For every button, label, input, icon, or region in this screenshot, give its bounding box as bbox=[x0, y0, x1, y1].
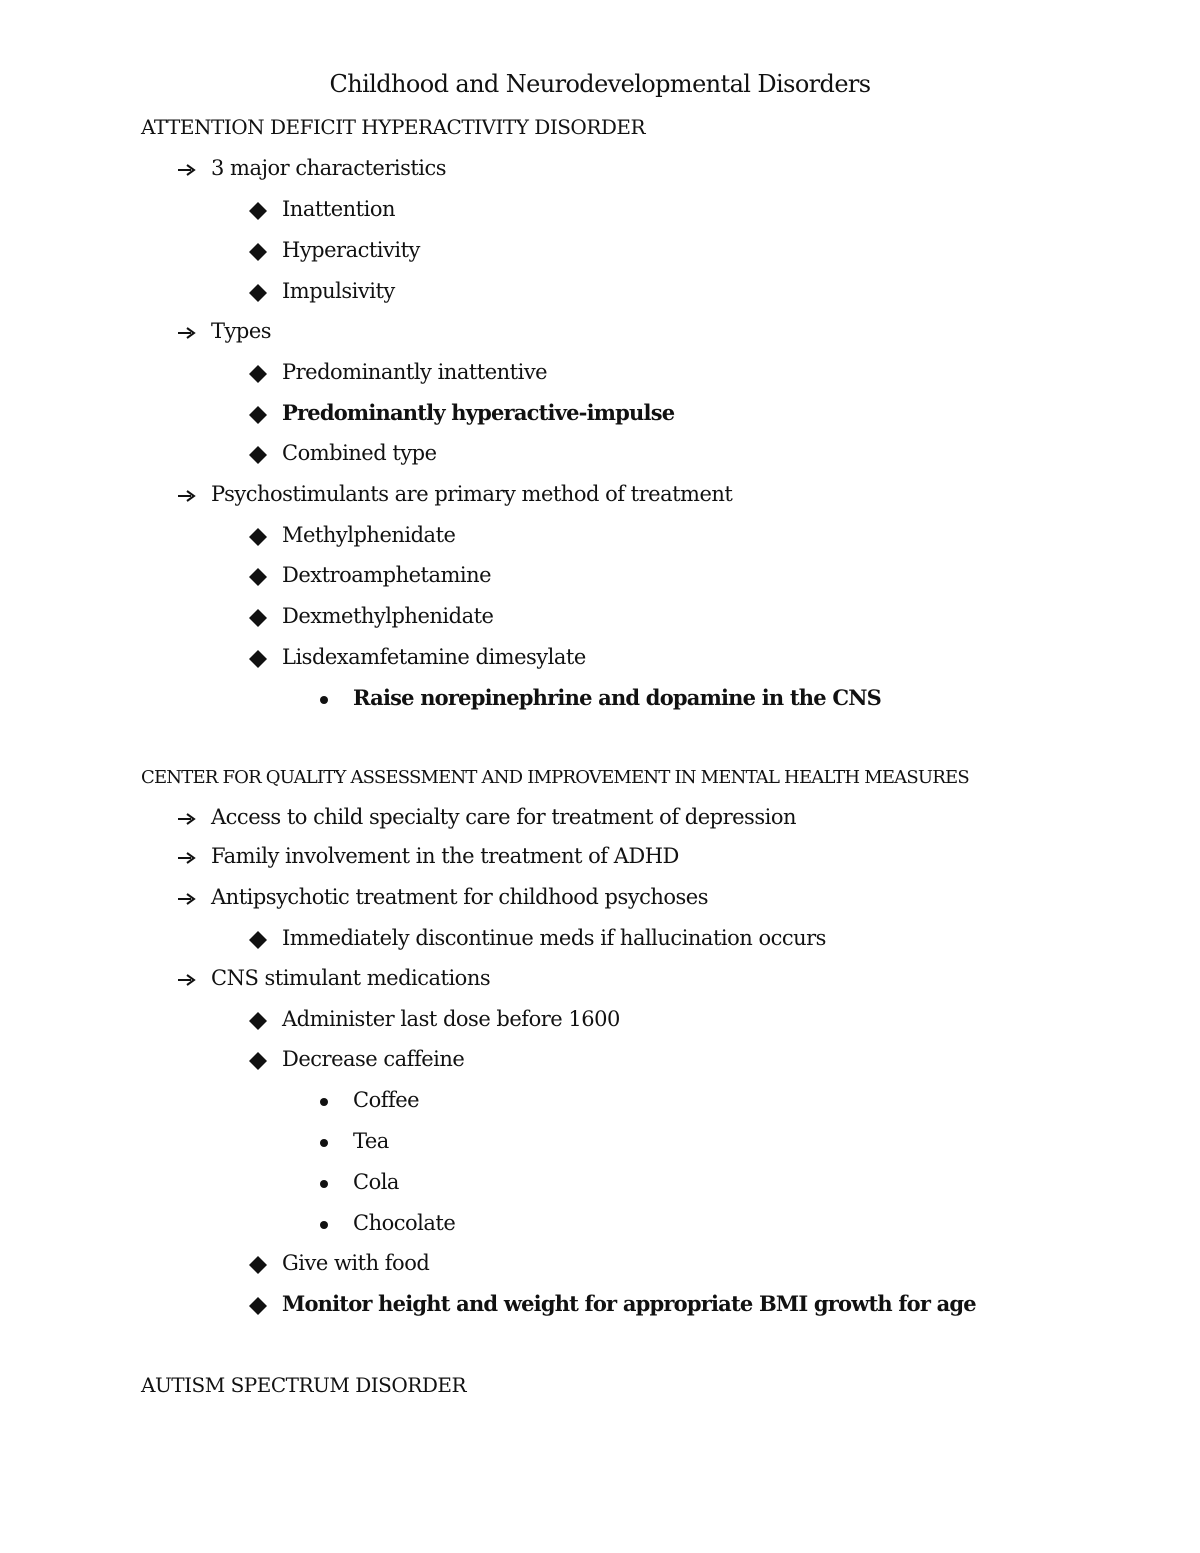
diamond-bullet-icon bbox=[245, 283, 282, 303]
section-heading-autism: AUTISM SPECTRUM DISORDER bbox=[141, 1373, 467, 1397]
list-item bbox=[245, 1004, 620, 1034]
diamond-bullet-icon bbox=[245, 567, 282, 587]
arrow-right-icon bbox=[174, 326, 211, 340]
section-heading-adhd: ATTENTION DEFICIT HYPERACTIVITY DISORDER bbox=[141, 115, 646, 139]
list-item bbox=[245, 1289, 976, 1319]
list-item bbox=[174, 802, 796, 832]
list-item-text: 3 major characteristics bbox=[211, 156, 447, 180]
list-item-text: Give with food bbox=[282, 1251, 430, 1275]
list-item bbox=[316, 1208, 455, 1238]
list-item-text: Dexmethylphenidate bbox=[282, 604, 494, 628]
diamond-bullet-icon bbox=[245, 930, 282, 950]
list-item bbox=[174, 316, 271, 346]
list-item bbox=[245, 357, 547, 387]
list-item-text: Combined type bbox=[282, 441, 437, 465]
list-item-text: Chocolate bbox=[353, 1211, 456, 1235]
list-item bbox=[245, 276, 395, 306]
list-item-text: Lisdexamfetamine dimesylate bbox=[282, 645, 586, 669]
diamond-bullet-icon bbox=[245, 649, 282, 669]
diamond-bullet-icon bbox=[245, 527, 282, 547]
arrow-right-icon bbox=[174, 812, 211, 826]
list-item bbox=[174, 153, 446, 183]
list-item-text: Tea bbox=[353, 1129, 389, 1153]
list-item-text: Hyperactivity bbox=[282, 238, 420, 262]
diamond-bullet-icon bbox=[245, 445, 282, 465]
diamond-bullet-icon bbox=[245, 405, 282, 425]
list-item-text: Raise norepinephrine and dopamine in the CNS bbox=[353, 685, 881, 710]
list-item-text: CNS stimulant medications bbox=[211, 966, 491, 990]
list-item bbox=[174, 882, 708, 912]
list-item-text: Inattention bbox=[282, 197, 395, 221]
list-item-text: Family involvement in the treatment of ADHD bbox=[211, 844, 679, 868]
diamond-bullet-icon bbox=[245, 1011, 282, 1031]
list-item-text: Antipsychotic treatment for childhood psychoses bbox=[211, 885, 709, 909]
list-item-text: Types bbox=[211, 319, 272, 343]
list-item bbox=[245, 1044, 464, 1074]
list-item-text: Decrease caffeine bbox=[282, 1047, 465, 1071]
diamond-bullet-icon bbox=[245, 608, 282, 628]
list-item-text: Impulsivity bbox=[282, 279, 395, 303]
list-item-text: Methylphenidate bbox=[282, 523, 456, 547]
list-item-text: Coffee bbox=[353, 1088, 420, 1112]
list-item bbox=[245, 398, 674, 428]
diamond-bullet-icon bbox=[245, 364, 282, 384]
dot-bullet-icon bbox=[316, 1179, 353, 1189]
diamond-bullet-icon bbox=[245, 1255, 282, 1275]
arrow-right-icon bbox=[174, 163, 211, 177]
list-item bbox=[245, 1248, 429, 1278]
list-item-text: Predominantly hyperactive-impulse bbox=[282, 400, 675, 425]
arrow-right-icon bbox=[174, 892, 211, 906]
list-item bbox=[174, 841, 679, 871]
list-item bbox=[245, 520, 455, 550]
list-item bbox=[316, 683, 881, 713]
list-item bbox=[174, 963, 490, 993]
arrow-right-icon bbox=[174, 973, 211, 987]
list-item bbox=[245, 601, 493, 631]
list-item bbox=[245, 438, 437, 468]
list-item-text: Dextroamphetamine bbox=[282, 563, 492, 587]
document-title: Childhood and Neurodevelopmental Disorders bbox=[329, 70, 871, 98]
list-item-text: Immediately discontinue meds if hallucination occurs bbox=[282, 926, 826, 950]
list-item-text: Psychostimulants are primary method of treatment bbox=[211, 482, 733, 506]
diamond-bullet-icon bbox=[245, 1051, 282, 1071]
section-heading-quality-measures: CENTER FOR QUALITY ASSESSMENT AND IMPROVEMENT IN MENTAL HEALTH MEASURES bbox=[141, 767, 969, 788]
list-item-text: Monitor height and weight for appropriate BMI growth for age bbox=[282, 1291, 976, 1316]
list-item bbox=[316, 1085, 419, 1115]
diamond-bullet-icon bbox=[245, 1296, 282, 1316]
list-item bbox=[245, 923, 826, 953]
dot-bullet-icon bbox=[316, 1097, 353, 1107]
dot-bullet-icon bbox=[316, 1138, 353, 1148]
list-item-text: Predominantly inattentive bbox=[282, 360, 548, 384]
list-item bbox=[316, 1126, 389, 1156]
diamond-bullet-icon bbox=[245, 242, 282, 262]
list-item bbox=[316, 1167, 399, 1197]
arrow-right-icon bbox=[174, 489, 211, 503]
list-item-text: Cola bbox=[353, 1170, 399, 1194]
list-item-text: Administer last dose before 1600 bbox=[282, 1007, 620, 1031]
list-item bbox=[174, 479, 732, 509]
list-item bbox=[245, 194, 395, 224]
arrow-right-icon bbox=[174, 851, 211, 865]
list-item bbox=[245, 642, 586, 672]
dot-bullet-icon bbox=[316, 695, 353, 705]
list-item bbox=[245, 235, 420, 265]
list-item-text: Access to child specialty care for treatment of depression bbox=[211, 805, 796, 829]
dot-bullet-icon bbox=[316, 1220, 353, 1230]
diamond-bullet-icon bbox=[245, 201, 282, 221]
list-item bbox=[245, 560, 491, 590]
